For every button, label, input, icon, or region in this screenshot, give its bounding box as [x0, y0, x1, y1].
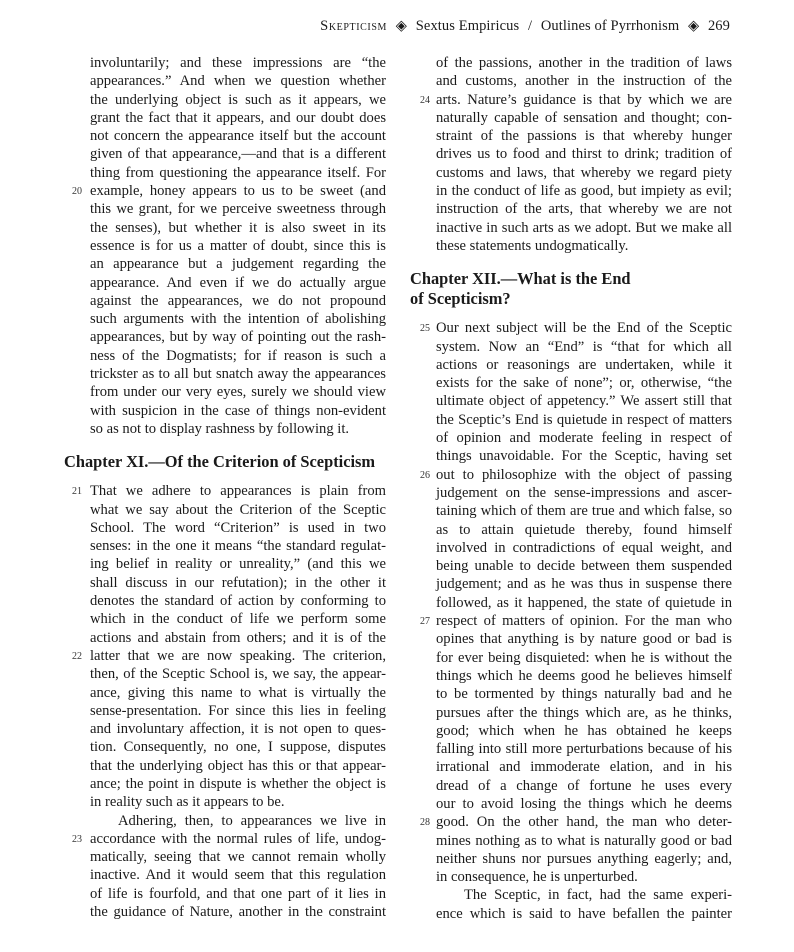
line-text: drives us to food and thirst to drink; tradition of	[436, 146, 732, 163]
line-text: being unable to decide between them suspended	[436, 558, 732, 575]
text-line	[410, 338, 732, 356]
text-line	[64, 200, 386, 218]
line-text: in consequence, he is unperturbed.	[436, 869, 638, 886]
text-line	[410, 145, 732, 163]
text-line	[64, 482, 386, 500]
text-line	[410, 54, 732, 72]
text-line	[410, 127, 732, 145]
section-number: 26	[420, 469, 430, 481]
line-text: denotes the standard of action by conforming to	[90, 593, 386, 610]
line-text: ence which is said to have befallen the painter	[436, 905, 732, 922]
line-text: arts. Nature’s guidance is that by which we are	[436, 91, 732, 108]
line-text: latter that we are now speaking. The criterion,	[90, 647, 386, 664]
text-line	[410, 484, 732, 502]
right-column	[410, 54, 732, 923]
line-text: The Sceptic, in fact, had the same experi-	[464, 887, 732, 904]
text-line	[64, 328, 386, 346]
line-text: the Sceptic’s End is quietude in respect of matters	[436, 411, 732, 428]
header-section: Skepticism	[320, 18, 388, 34]
line-text: involved in contradictions of equal weight, and	[436, 539, 732, 556]
paragraph	[410, 54, 732, 255]
text-line	[410, 447, 732, 465]
line-text: these statements undogmatically.	[436, 237, 629, 254]
line-text: Our next subject will be the End of the Sceptic	[436, 320, 732, 337]
line-text: actions or reasonings are undertaken, while it	[436, 356, 732, 373]
text-line	[64, 402, 386, 420]
line-text: ultimate object of appetency.” We assert still that	[436, 393, 732, 410]
line-text: inactive in such arts as we adopt. But we make all	[436, 219, 732, 236]
text-line	[410, 832, 732, 850]
text-line	[410, 521, 732, 539]
text-line	[410, 392, 732, 410]
line-text: judgement on the sense-impressions and ascer-	[436, 484, 732, 501]
section-number: 20	[72, 186, 82, 198]
text-line	[64, 720, 386, 738]
text-line	[410, 795, 732, 813]
line-text: from under our very eyes, surely we should view	[90, 384, 386, 401]
text-line	[64, 830, 386, 848]
line-text: in the conduct of life as good, but impiety as evil;	[436, 183, 732, 200]
line-text: our to avoid losing the things which he deems	[436, 795, 732, 812]
text-line	[64, 592, 386, 610]
text-line	[410, 237, 732, 255]
text-line	[410, 319, 732, 337]
line-text: things unavoidable. For the Sceptic, having set	[436, 448, 732, 465]
line-text: good. On the other hand, the man who deter-	[436, 814, 732, 831]
line-text: straint of the passions is that whereby hunger	[436, 128, 732, 145]
line-text: instruction of the arts, that whereby we are not	[436, 201, 732, 218]
section-number: 24	[420, 94, 430, 106]
line-text: ing belief in reality or unreality,” (and this we	[90, 556, 386, 573]
text-line	[64, 665, 386, 683]
text-line	[410, 219, 732, 237]
line-text: then, of the Sceptic School is, we say, the appear-	[90, 666, 386, 683]
text-line	[64, 885, 386, 903]
text-line	[64, 574, 386, 592]
line-text: respect of matters of opinion. For the man who	[436, 613, 732, 630]
running-header	[320, 18, 730, 35]
line-text: of the passions, another in the tradition of laws	[436, 55, 732, 71]
line-text: exists for the sake of none”; or, otherwise, “the	[436, 375, 732, 392]
text-line	[410, 685, 732, 703]
line-text: naturally capable of sensation and thought; con-	[436, 109, 732, 126]
text-line	[410, 164, 732, 182]
line-text: grant the fact that it appears, and our doubt does	[90, 109, 386, 126]
line-text: as to attain quietude thereby, found himself	[436, 521, 732, 538]
line-text: that the underlying object has this or that appear-	[90, 757, 386, 774]
line-text: sense-presentation. For since this lies in feeling	[90, 702, 386, 719]
line-text: of opinion and moderate feeling in respect of	[436, 430, 732, 447]
text-line	[64, 72, 386, 90]
section-number: 22	[72, 650, 82, 662]
text-line	[410, 722, 732, 740]
line-text: customs and laws, that whereby we regard piety	[436, 164, 732, 181]
text-line	[64, 365, 386, 383]
text-line	[410, 612, 732, 630]
text-line	[410, 411, 732, 429]
line-text: opines that anything is by nature good or bad is	[436, 631, 732, 648]
text-line	[410, 429, 732, 447]
line-text: senses: in the one it means “the standard regulat-	[90, 538, 386, 555]
text-line	[64, 629, 386, 647]
text-line	[64, 519, 386, 537]
line-text: out to philosophize with the object of passing	[436, 466, 732, 483]
line-text: this we grant, for we perceive sweetness through	[90, 201, 386, 218]
left-column	[64, 54, 386, 921]
text-line	[410, 109, 732, 127]
text-line	[410, 182, 732, 200]
line-text: and customs, another in the instruction of the	[436, 73, 732, 90]
text-line	[64, 127, 386, 145]
section-number: 23	[72, 833, 82, 845]
text-line	[64, 812, 386, 830]
line-text: dread of a change of fortune he uses every	[436, 777, 732, 794]
line-text: accordance with the normal rules of life, undog-	[90, 830, 386, 847]
paragraph	[410, 319, 732, 886]
line-text: so as not to display rashness by following it.	[90, 420, 350, 437]
line-text: neither shuns nor pursues anything eagerly; and,	[436, 850, 732, 867]
header-slash: /	[527, 18, 533, 34]
text-line	[64, 237, 386, 255]
line-text: good; which when he has obtained he keeps	[436, 722, 732, 739]
text-line	[64, 109, 386, 127]
line-text: School. The word “Criterion” is used in two	[90, 519, 386, 536]
text-line	[410, 649, 732, 667]
header-author: Sextus Empiricus	[415, 18, 520, 34]
line-text: matically, seeing that we cannot remain wholly	[90, 849, 386, 866]
line-text: judgement; and as he was thus in suspense there	[436, 576, 732, 593]
text-line	[64, 91, 386, 109]
text-line	[410, 740, 732, 758]
section-number: 28	[420, 817, 430, 829]
line-text: not concern the appearance itself but the account	[90, 128, 386, 145]
line-text: and involuntary affection, it is not open to ques-	[90, 721, 386, 738]
section-number: 21	[72, 486, 82, 498]
text-line	[410, 374, 732, 392]
header-ornament-icon: ◈	[395, 18, 408, 34]
line-text: followed, as it happened, the state of quietude in	[436, 594, 732, 611]
line-text: things which he deems good he believes himself	[436, 667, 732, 684]
page-number: 269	[707, 18, 730, 34]
line-text: appearances, but by way of pointing out the rash-	[90, 329, 386, 346]
line-text: the underlying object is such as it appears, we	[90, 91, 386, 108]
line-text: example, honey appears to us to be sweet (and	[90, 183, 386, 200]
text-line	[64, 866, 386, 884]
text-line	[64, 145, 386, 163]
line-text: an appearance but a judgement regarding the	[90, 256, 386, 273]
line-text: inactive. And it would seem that this regulation	[90, 867, 386, 884]
text-line	[410, 200, 732, 218]
text-line	[64, 501, 386, 519]
line-text: system. Now an “End” is “that for which all	[436, 338, 732, 355]
chapter-heading-line: Chapter XII.—What is the End	[410, 269, 631, 289]
text-line	[64, 310, 386, 328]
text-line	[64, 54, 386, 72]
section-number: 27	[420, 616, 430, 628]
line-text: such arguments with the intention of abolishing	[90, 311, 386, 328]
text-line	[64, 255, 386, 273]
text-line	[410, 667, 732, 685]
paragraph	[64, 482, 386, 811]
text-line	[64, 775, 386, 793]
text-line	[410, 557, 732, 575]
text-line	[64, 537, 386, 555]
line-text: taining which of them are true and which false, so	[436, 503, 732, 520]
line-text: shall discuss in our refutation); in the other it	[90, 574, 386, 591]
text-line	[64, 757, 386, 775]
line-text: given of that appearance,—and that is a different	[90, 146, 386, 163]
line-text: thing from questioning the appearance itself. For	[90, 164, 386, 181]
text-line	[64, 738, 386, 756]
text-line	[64, 219, 386, 237]
text-line	[64, 647, 386, 665]
text-line	[64, 347, 386, 365]
line-text: pursues after the things which are, as he thinks,	[436, 704, 732, 721]
text-line	[64, 274, 386, 292]
paragraph	[64, 812, 386, 922]
text-line	[410, 868, 732, 886]
text-line	[410, 886, 732, 904]
text-line	[410, 356, 732, 374]
text-line	[64, 793, 386, 811]
line-text: in reality such as it appears to be.	[90, 794, 285, 811]
line-text: irrational and immoderate elation, and in his	[436, 759, 732, 776]
line-text: the guidance of Nature, another in the constraint	[90, 904, 386, 921]
line-text: actions and abstain from others; and it is of the	[90, 629, 386, 646]
text-line	[410, 502, 732, 520]
line-text: ance, giving this name to what is virtually the	[90, 684, 386, 701]
line-text: ance; the point in dispute is whether the object is	[90, 775, 386, 792]
line-text: to be tormented by things naturally bad and he	[436, 686, 732, 703]
text-line	[64, 164, 386, 182]
line-text: for ever being disquieted: when he is without the	[436, 649, 732, 666]
paragraph	[410, 886, 732, 923]
header-ornament-icon: ◈	[687, 18, 700, 34]
line-text: essence is for us a matter of doubt, since this is	[90, 237, 386, 254]
text-line	[64, 555, 386, 573]
text-line	[410, 704, 732, 722]
text-line	[410, 466, 732, 484]
line-text: against the appearances, we do not propound	[90, 292, 386, 309]
line-text: which in the conduct of life we perform some	[90, 611, 386, 628]
text-line	[410, 777, 732, 795]
text-line	[410, 594, 732, 612]
text-line	[410, 630, 732, 648]
text-line	[410, 758, 732, 776]
text-line	[410, 72, 732, 90]
text-line	[410, 813, 732, 831]
line-text: trickster as to all but snatch away the appearances	[90, 366, 386, 383]
chapter-heading: Chapter XI.—Of the Criterion of Scepticism	[64, 452, 376, 472]
text-line	[64, 903, 386, 921]
chapter-heading-line: of Scepticism?	[410, 289, 511, 309]
line-text: what we say about the Criterion of the Sceptic	[90, 501, 386, 518]
header-work-title: Outlines of Pyrrhonism	[540, 18, 680, 34]
text-line	[64, 383, 386, 401]
line-text: mines nothing as to what is naturally good or bad	[436, 832, 732, 849]
line-text: appearance. And even if we do actually argue	[90, 274, 386, 291]
line-text: tion. Consequently, no one, I suppose, disputes	[90, 739, 386, 756]
text-line	[410, 575, 732, 593]
line-text: falling into still more perturbations because of his	[436, 741, 732, 758]
line-text: of life is fourfold, and that one part of it lies in	[90, 885, 386, 902]
text-line	[64, 610, 386, 628]
text-line	[64, 292, 386, 310]
section-number: 25	[420, 323, 430, 335]
text-line	[64, 848, 386, 866]
text-line	[410, 91, 732, 109]
text-line	[64, 702, 386, 720]
text-line	[410, 905, 732, 923]
paragraph	[64, 54, 386, 438]
line-text: appearances.” And when we question whether	[90, 73, 386, 90]
chapter-heading	[410, 269, 732, 309]
line-text: the senses), but whether it is also sweet in its	[90, 219, 386, 236]
line-text: involuntarily; and these impressions are “the	[90, 55, 386, 71]
text-line	[410, 539, 732, 557]
line-text: That we adhere to appearances is plain from	[90, 483, 386, 500]
line-text: ness of the Dogmatists; for if reason is such a	[90, 347, 386, 364]
line-text: with suspicion in the case of things non-evident	[90, 402, 386, 419]
text-line	[64, 420, 386, 438]
text-line	[410, 850, 732, 868]
text-line	[64, 182, 386, 200]
text-line	[64, 684, 386, 702]
line-text: Adhering, then, to appearances we live in	[118, 812, 386, 829]
